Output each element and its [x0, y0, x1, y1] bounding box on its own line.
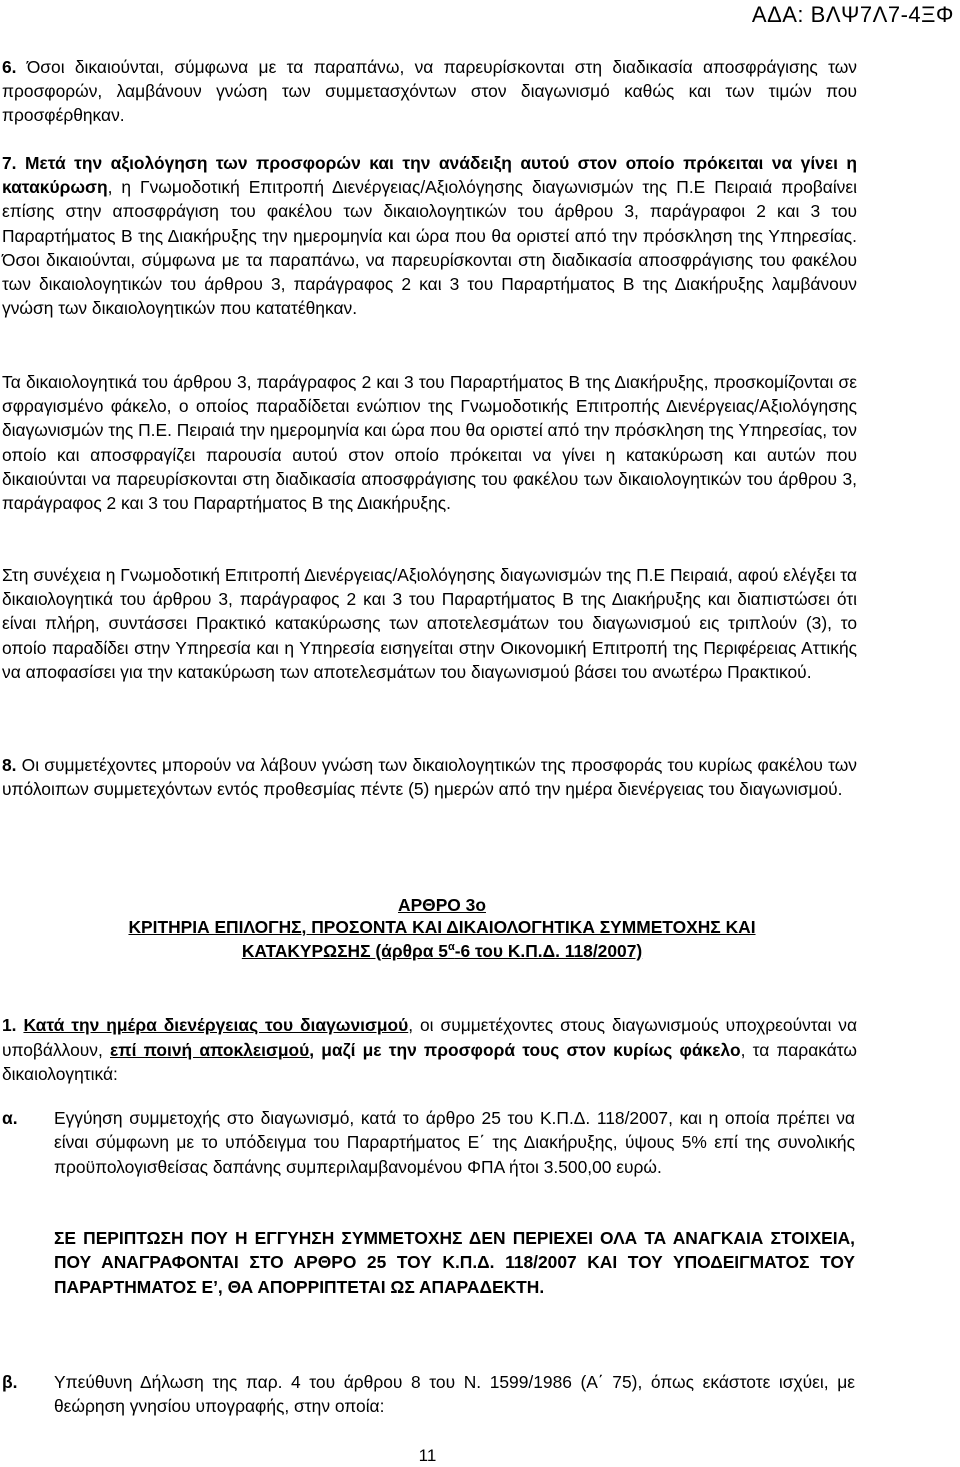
paragraph-1-underline-1: Κατά την ημέρα διενέργειας του διαγωνισμού — [23, 1015, 409, 1035]
article-title-text: ΑΡΘΡΟ 3ο — [398, 895, 486, 915]
item-b-text: Υπεύθυνη Δήλωση της παρ. 4 του άρθρου 8 του Ν. 1599/1986 (Α΄ 75), όπως εκάστοτε ισχύει, με θεώρηση γνησίου υπογραφής, στην οποία: — [54, 1372, 855, 1417]
paragraph-7-text: , η Γνωμοδοτική Επιτροπή Διενέργειας/Αξιολόγησης διαγωνισμών της Π.Ε Πειραιά προβαίνει επίσης στην αποσφράγιση του φακέλου των δικαιολογητικών του άρθρου 3, παράγραφοι 2 και 3 του Παραρτήματος Β της Διακήρυξης την ημερομηνία και ώρα που θα οριστεί από την πρόσκληση της Υπηρεσίας. Όσοι δικαιούνται, σύμφωνα με τα παραπάνω, να παρευρίσκονται στη διαδικασία αποσφράγισης του φακέλου των δικαιολογητικών του άρθρου 3, παράγραφος 2 και 3 του Παραρτήματος Β της Διακήρυξης λαμβάνουν γνώση των δικαιολογητικών που κατατέθηκαν. — [2, 177, 857, 319]
paragraph-6 — [2, 55, 857, 128]
paragraph-1-text-3: , τα παρακάτω δικαιολογητικά: — [2, 1039, 857, 1084]
paragraph-continuation — [2, 563, 857, 684]
article-subtitle-2-b: -6 του Κ.Π.Δ. 118/2007) — [454, 941, 643, 961]
paragraph-1 — [2, 1013, 857, 1087]
item-a-label: α. — [2, 1108, 18, 1128]
article-subtitle-line-2 — [0, 939, 922, 964]
paragraph-7-number: 7. — [2, 153, 17, 173]
paragraph-documents-text: Τα δικαιολογητικά του άρθρου 3, παράγραφος 2 και 3 του Παραρτήματος Β της Διακήρυξης, προσκομίζονται σε σφραγισμένο φάκελο, ο οποίος παραδίδεται ενώπιον της Γνωμοδοτικής Επιτροπής Διενέργειας/Αξιολόγησης διαγωνισμών της Π.Ε. Πειραιά την ημερομηνία και ώρα που θα οριστεί από την πρόσκληση της Υπηρεσίας, τον οποίο και αποσφραγίζει παρουσία αυτού στον οποίο πρόκειται να γίνει η κατακύρωση και αυτών που δικαιούνται να παρευρίσκονται στη διαδικασία αποσφράγισης του φακέλου των δικαιολογητικών του άρθρου 3, παράγραφος 2 και 3 του Παραρτήματος Β της Διακήρυξης. — [2, 372, 857, 514]
page-number: 11 — [418, 1446, 437, 1465]
paragraph-1-underline-2: επί ποινή αποκλεισμού, — [110, 1039, 315, 1060]
article-subtitle-1-text: ΚΡΙΤΗΡΙΑ ΕΠΙΛΟΓΗΣ, ΠΡΟΣΟΝΤΑ ΚΑΙ ΔΙΚΑΙΟΛΟΓΗΤΙΚΑ ΣΥΜΜΕΤΟΧΗΣ ΚΑΙ — [128, 917, 756, 937]
paragraph-8 — [2, 753, 857, 801]
paragraph-8-number: 8. — [2, 755, 17, 775]
paragraph-6-number: 6. — [2, 57, 17, 77]
article-subtitle-2-sup: α — [447, 941, 455, 954]
item-a-text: Εγγύηση συμμετοχής στο διαγωνισμό, κατά το άρθρο 25 του Κ.Π.Δ. 118/2007, και η οποία πρέπει να είναι σύμφωνη με το υπόδειγμα του Παραρτήματος Ε΄ της Διακήρυξης, ύψους 5% επί της συνολικής προϋπολογισθείσας δαπάνης συμπεριλαμβανομένου ΦΠΑ ήτοι 3.500,00 ευρώ. — [54, 1108, 855, 1177]
article-subtitle-line-1 — [0, 915, 922, 940]
paragraph-1-number: 1. — [2, 1015, 17, 1035]
item-a-warning: ΣΕ ΠΕΡΙΠΤΩΣΗ ΠΟΥ Η ΕΓΓΥΗΣΗ ΣΥΜΜΕΤΟΧΗΣ ΔΕΝ ΠΕΡΙΕΧΕΙ ΟΛΑ ΤΑ ΑΝΑΓΚΑΙΑ ΣΤΟΙΧΕΙΑ, ΠΟΥ ΑΝΑΓΡΑΦΟΝΤΑΙ ΣΤΟ ΑΡΘΡΟ 25 ΤΟΥ Κ.Π.Δ. 118/2007 ΚΑΙ ΤΟΥ ΥΠΟΔΕΙΓΜΑΤΟΣ ΤΟΥ ΠΑΡΑΡΤΗΜΑΤΟΣ Ε’, ΘΑ ΑΠΟΡΡΙΠΤΕΤΑΙ ΩΣ ΑΠΑΡΑΔΕΚΤΗ. — [54, 1228, 855, 1297]
paragraph-7 — [2, 151, 857, 320]
article-subtitle-2-a: ΚΑΤΑΚΥΡΩΣΗΣ (άρθρα 5 — [241, 941, 448, 961]
item-b-label: β. — [2, 1372, 18, 1392]
paragraph-1-text-1: , οι συμμετέχοντες στους διαγωνισμούς υποχρεούνται να υποβάλλουν, — [2, 1015, 857, 1060]
paragraph-7-bold-text: Μετά την αξιολόγηση των προσφορών και την ανάδειξη αυτού στον οποίο πρόκειται να γίνει η κατακύρωση — [2, 153, 857, 198]
paragraph-8-text: Οι συμμετέχοντες μπορούν να λάβουν γνώση των δικαιολογητικών της προσφοράς του κυρίως φακέλου των υπόλοιπων συμμετεχόντων εντός προθεσμίας πέντε (5) ημερών από την ημέρα διενέργειας του διαγωνισμού. — [2, 755, 857, 800]
paragraph-6-text: Όσοι δικαιούνται, σύμφωνα με τα παραπάνω, να παρευρίσκονται στη διαδικασία αποσφράγισης των προσφορών, λαμβάνουν γνώση των συμμετασχόντων στον διαγωνισμό καθώς και των τιμών που προσφέρθηκαν. — [2, 57, 857, 126]
ada-code: ΑΔΑ: ΒΛΨ7Λ7-4ΞΦ — [751, 2, 954, 27]
paragraph-1-bold-1: μαζί με την προσφορά τους στον κυρίως φάκελο — [321, 1039, 741, 1060]
paragraph-documents — [2, 370, 857, 515]
paragraph-continuation-text: Στη συνέχεια η Γνωμοδοτική Επιτροπή Διενέργειας/Αξιολόγησης διαγωνισμών της Π.Ε Πειραιά, αφού ελέγξει τα δικαιολογητικά του άρθρου 3, παράγραφος 2 και 3 του Παραρτήματος Β της Διακήρυξης και διαπιστώσει ότι είναι πλήρη, συντάσσει Πρακτικό κατακύρωσης των αποτελεσμάτων του διαγωνισμού εις τριπλούν (3), το οποίο παραδίδει στην Υπηρεσία και η Υπηρεσία εισηγείται στην Οικονομική Επιτροπή της Περιφέρειας Αττικής να αποφασίσει για την κατακύρωση των αποτελεσμάτων του διαγωνισμού βάσει του ανωτέρω Πρακτικού. — [2, 565, 857, 682]
